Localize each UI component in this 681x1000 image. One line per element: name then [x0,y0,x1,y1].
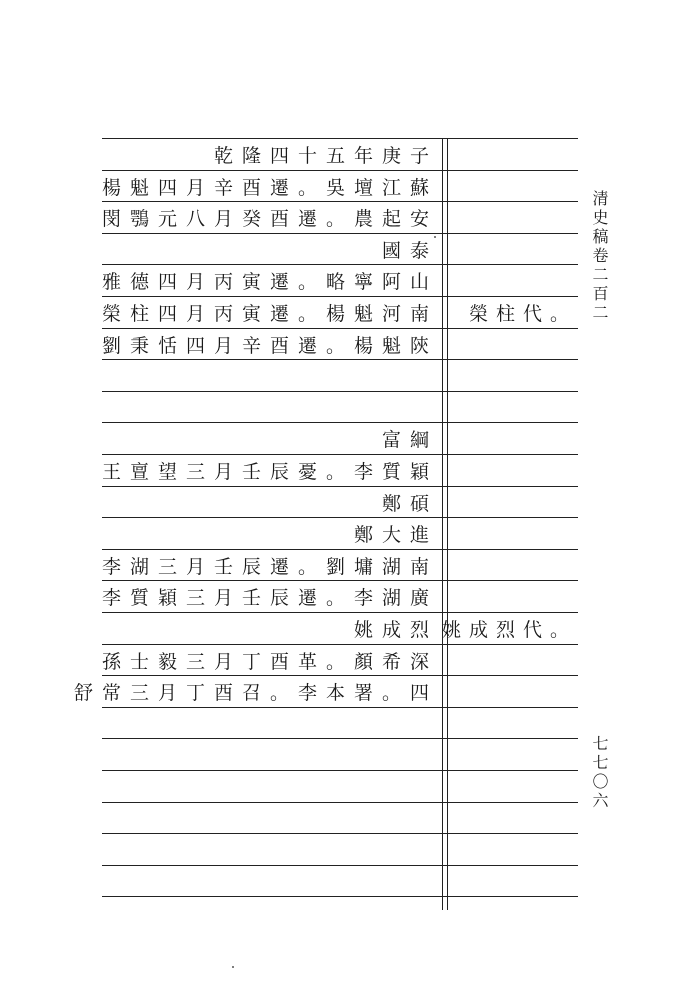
table-row-main-text [108,392,438,422]
table-row-main-text [108,834,438,864]
table-row-side-text [452,771,577,801]
table-row-side-text [452,581,577,611]
table-row-side-text [452,708,577,738]
table-row-side-text: 榮柱代。 [468,302,577,325]
table-row-main-text: 王亶望三月壬辰憂。李質穎 [101,460,438,483]
table-row-main-text: 乾隆四十五年庚子 [213,144,438,167]
table-row-side-text [452,803,577,833]
table-row-side-text: 姚成烈代。 [441,618,577,641]
table-row-main-text: 李質穎三月壬辰遷。李湖廣 [101,586,438,609]
table-row-main-text: 孫士毅三月丁酉革。顏希深 [101,650,438,673]
table-row-main-text: 國泰 [381,239,438,262]
table-row-side-text [452,171,577,201]
table-row-main-text [108,866,438,896]
table-row-main-text: 雅德四月丙寅遷。略寧阿山 [101,270,438,293]
table-row-side-text [452,329,577,359]
table-row-main-text: 劉秉恬四月辛酉遷。楊魁陝 [101,334,438,357]
table-row-main-text: 閔鶚元八月癸酉遷。農起安 [101,207,438,230]
table-row-side-text [452,834,577,864]
table-row-side-text [452,265,577,295]
table-row-side-text [452,202,577,232]
table-row-main-text: 榮柱四月丙寅遷。楊魁河南 [101,302,438,325]
table-row-side-text [452,360,577,390]
table-row-main-text: 舒常三月丁酉召。李本署。四 [73,681,438,704]
table-row-main-text: 李湖三月壬辰遷。劉墉湖南 [101,555,438,578]
table-row-side-text [452,866,577,896]
table-rule-line [102,896,578,897]
table-row-main-text: 富綱 [381,428,438,451]
table-row-side-text [452,455,577,485]
table-row-main-text: 鄭大進 [353,523,438,546]
table-row-main-text: 姚成烈 [353,618,438,641]
table-row-side-text [452,423,577,453]
table-row-side-text [452,518,577,548]
page-number: 七七〇六 [590,735,609,811]
column-divider-left [442,138,443,910]
table-row-side-text [452,487,577,517]
table-row-side-text [452,676,577,706]
running-title: 清史稿卷二百二 [590,190,609,323]
table-row-side-text [452,550,577,580]
table-row-main-text: 楊魁四月辛酉遷。吳壇江蘇 [101,176,438,199]
table-row-side-text [452,392,577,422]
table-row-main-text [108,771,438,801]
table-row-main-text [108,708,438,738]
table-row-side-text [452,234,577,264]
table-row-main-text: 鄭碩 [381,492,438,515]
table-row-side-text [452,739,577,769]
speck [232,966,234,968]
table-row-main-text [108,739,438,769]
table-row-main-text [108,803,438,833]
table-row-main-text [108,360,438,390]
table-row-side-text [452,645,577,675]
column-divider-right [447,138,448,910]
table-row-side-text [452,139,577,169]
